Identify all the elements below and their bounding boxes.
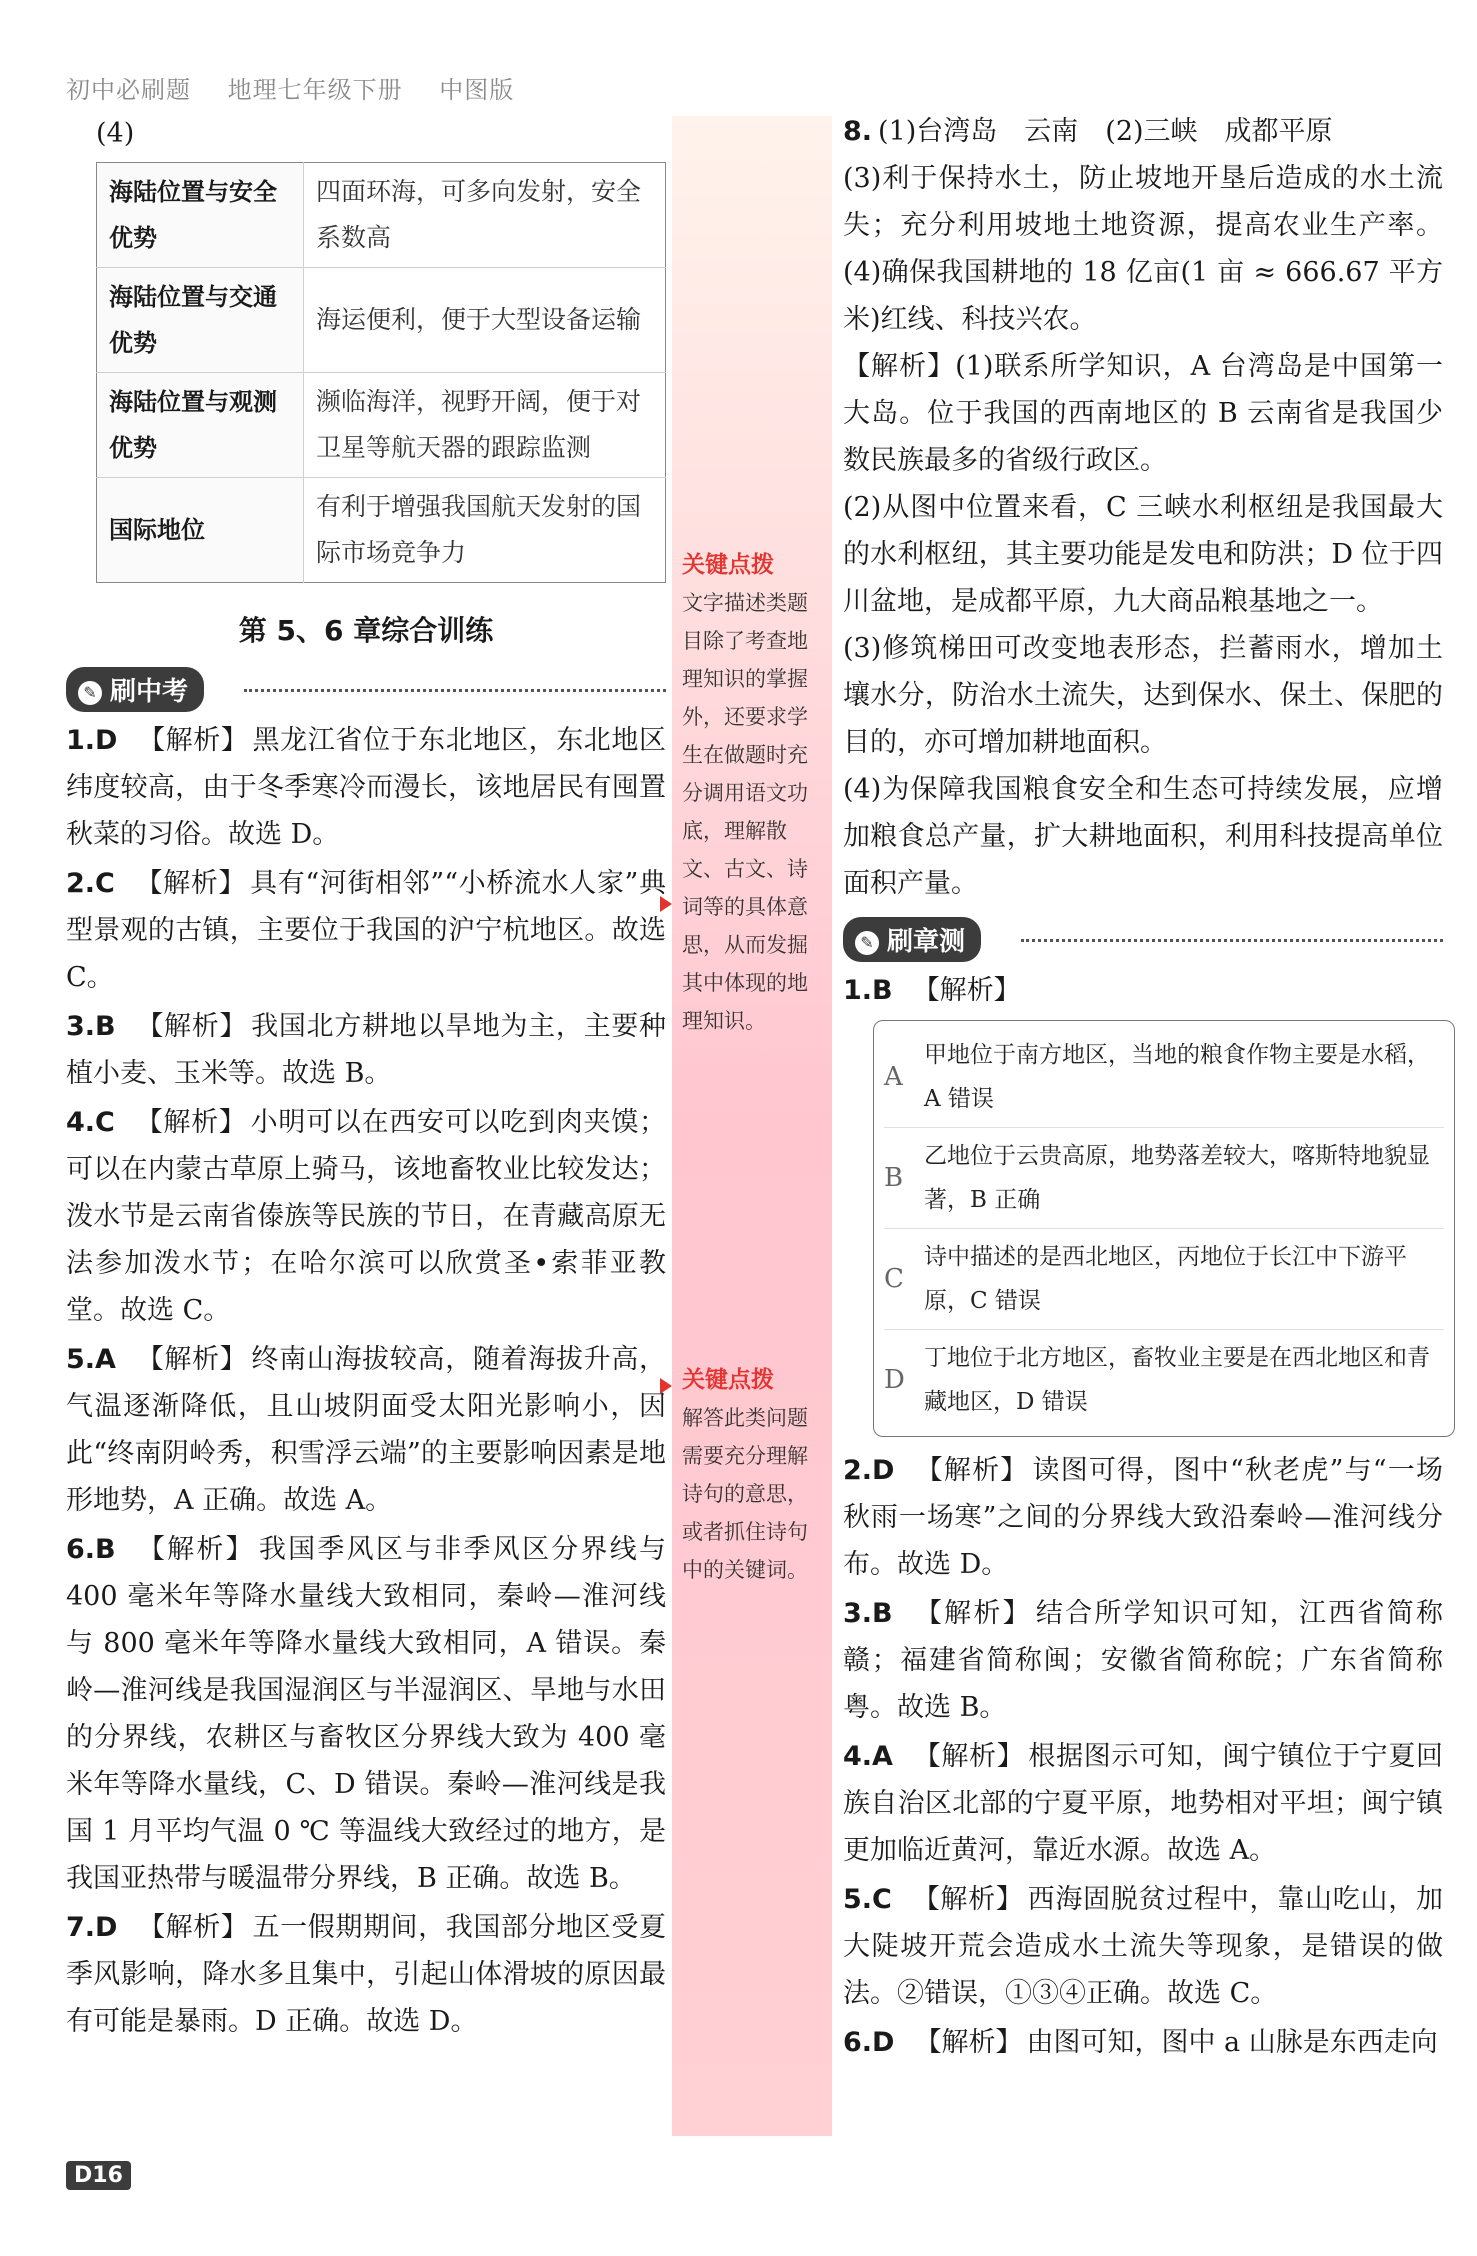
answer-text: 根据图示可知，闽宁镇位于宁夏回族自治区北部的宁夏平原，地势相对平坦；闽宁镇更加临近黄河，靠近水源。故选 A。: [843, 1741, 1444, 1866]
table-key: 国际地位: [97, 478, 304, 583]
answer-text: 终南山海拔较高，随着海拔升高，气温逐渐降低，且山坡阴面受太阳光影响小，因此“终南阴岭秀，积雪浮云端”的主要影响因素是地形地势，A 正确。故选 A。: [66, 1344, 667, 1516]
chapter-badge-row: [843, 917, 1443, 967]
table-row: [97, 268, 666, 373]
answer-item: [843, 2019, 1443, 2066]
answer-number: 5.C: [843, 1884, 892, 1915]
a1-heading: [843, 967, 1443, 1014]
pointer-arrow-icon: [660, 896, 672, 912]
analysis-tag: 【解析】: [911, 1884, 1024, 1915]
table-value: 四面环海，可多向发射，安全系数高: [316, 177, 642, 252]
answer-text: 小明可以在西安可以吃到肉夹馍；可以在内蒙古草原上骑马，该地畜牧业比较发达；泼水节是云南省傣族等民族的节日，在青藏高原无法参加泼水节；在哈尔滨可以欣赏圣•索菲亚教堂。故选 C。: [66, 1107, 667, 1326]
analysis-tag: 【解析】: [135, 1534, 255, 1565]
right-answer-list: [843, 1447, 1443, 2066]
option-row: [884, 1228, 1444, 1329]
option-row: [884, 1329, 1444, 1430]
option-letter: C: [884, 1264, 904, 1294]
option-text: 甲地位于南方地区，当地的粮食作物主要是水稻，A 错误: [924, 1042, 1430, 1112]
section-title: 第 5、6 章综合训练: [238, 614, 494, 647]
answer-item: [843, 1590, 1443, 1731]
option-letter: B: [884, 1163, 904, 1193]
note-text: 解答此类问题需要充分理解诗句的意思，或者抓住诗句中的关键词。: [682, 1406, 808, 1582]
dotted-divider: [1021, 939, 1443, 942]
answer-text: 五一假期期间，我国部分地区受夏季风影响，降水多且集中，引起山体滑坡的原因最有可能是暴雨。D 正确。故选 D。: [66, 1912, 667, 2037]
answer-text: 由图可知，图中 a 山脉是东西走向: [1026, 2027, 1438, 2058]
answer-text: 黑龙江省位于东北地区，东北地区纬度较高，由于冬季寒冷而漫长，该地居民有囤置秋菜的习俗。故选 D。: [66, 725, 667, 850]
analysis-tag: 【解析】: [134, 1107, 247, 1138]
key-point-note: [682, 1361, 822, 1589]
answer-item: [843, 1876, 1443, 2017]
chapter-badge-label: 刷章测: [887, 927, 966, 957]
table-value: 濒临海洋，视野开阔，便于对卫星等航天器的跟踪监测: [304, 373, 666, 478]
q8-answer-text: (1)台湾岛 云南 (2)三峡 成都平原: [878, 116, 1333, 147]
answer-number: 4.A: [843, 1741, 893, 1772]
answer-item: [66, 1526, 666, 1902]
answer-number: 2.D: [843, 1455, 895, 1486]
note-text: 文字描述类题目除了考查地理知识的掌握外，还要求学生在做题时充分调用语文功底，理解散文、古文、诗词等的具体意思，从而发掘其中体现的地理知识。: [682, 591, 808, 1033]
answer-item: [66, 1336, 666, 1524]
answer-text: 结合所学知识可知，江西省简称赣；福建省简称闽；安徽省简称皖；广东省简称粤。故选 B。: [843, 1598, 1444, 1723]
exam-badge: [66, 667, 204, 712]
answer-text: 读图可得，图中“秋老虎”与“一场秋雨一场寒”之间的分界线大致沿秦岭—淮河线分布。故选 D。: [843, 1455, 1443, 1580]
q8-analysis: (4)为保障我国粮食安全和生态可持续发展，应增加粮食总产量，扩大耕地面积，利用科技提高单位面积产量。: [843, 774, 1443, 899]
answer-text: 我国季风区与非季风区分界线与 400 毫米年等降水量线大致相同，秦岭—淮河线与 800 毫米年等降水量线大致相同，A 错误。秦岭—淮河线是我国湿润区与半湿润区、旱地与水田的分界线，农耕区与畜牧区分界线大致为 400 毫米年等降水量线，C、D 错误。秦岭—淮河线是我国 1 月平均气温 0 ℃ 等温线大致经过的地方，是我国亚热带与暖温带分界线，B 正确。故选 B。: [66, 1534, 667, 1894]
table-key: 海陆位置与交通优势: [97, 268, 304, 373]
answer-text: 我国北方耕地以旱地为主，主要种植小麦、玉米等。故选 B。: [66, 1011, 666, 1089]
answer-text: 西海固脱贫过程中，靠山吃山，加大陡坡开荒会造成水土流失等现象，是错误的做法。②错误，①③④正确。故选 C。: [843, 1884, 1444, 2009]
header-edition: 中图版: [439, 76, 515, 104]
q8-line: (3)利于保持水土，防止坡地开垦后造成的水土流失；充分利用坡地土地资源，提高农业生产率。(4)确保我国耕地的 18 亿亩(1 亩 ≈ 666.67 平方米)红线、科技兴农。: [843, 163, 1443, 335]
left-answer-list: [66, 717, 666, 2045]
q8-analysis: (3)修筑梯田可改变地表形态，拦蓄雨水，增加土壤水分，防治水土流失，达到保水、保土、保肥的目的，亦可增加耕地面积。: [843, 633, 1443, 758]
chapter-badge: [843, 917, 981, 962]
answer-item: [66, 860, 666, 1001]
option-row: [884, 1027, 1444, 1127]
answer-number: 6.D: [843, 2027, 895, 2058]
analysis-tag: 【解析】: [912, 975, 1021, 1006]
pencil-icon: ✎: [78, 681, 102, 705]
answer-item: [843, 1733, 1443, 1874]
exam-badge-label: 刷中考: [110, 677, 189, 707]
sub-question-label: (4): [96, 118, 135, 149]
option-text: 丁地位于北方地区，畜牧业主要是在西北地区和青藏地区，D 错误: [924, 1345, 1430, 1415]
analysis-tag: 【解析】: [137, 725, 249, 756]
answer-item: [66, 1099, 666, 1334]
q8-line: [843, 108, 1443, 155]
notes-column: [672, 116, 832, 2136]
option-text: 诗中描述的是西北地区，丙地位于长江中下游平原，C 错误: [924, 1244, 1407, 1314]
option-letter: D: [884, 1365, 905, 1395]
option-analysis-box: [873, 1020, 1455, 1437]
answer-number: 7.D: [66, 1912, 118, 1943]
answer-number: 2.C: [66, 868, 115, 899]
dotted-divider: [244, 689, 666, 692]
answer-number: 1.D: [66, 725, 118, 756]
answer-number: 1.B: [843, 975, 893, 1006]
answer-number: 5.A: [66, 1344, 116, 1375]
exam-badge-row: [66, 667, 666, 717]
header-subject: 地理七年级下册: [227, 76, 403, 104]
right-column: [843, 108, 1443, 2068]
answer-number: 3.B: [66, 1011, 116, 1042]
analysis-tag: 【解析】: [135, 1344, 248, 1375]
analysis-tag: 【解析】: [914, 2027, 1023, 2058]
answer-item: [843, 1447, 1443, 1588]
page-number: D16: [66, 2161, 131, 2190]
analysis-tag: 【解析】: [137, 1912, 249, 1943]
table-row: [97, 373, 666, 478]
answer-number: 4.C: [66, 1107, 115, 1138]
answer-text: 具有“河街相邻”“小桥流水人家”典型景观的古镇，主要位于我国的沪宁杭地区。故选 C。: [66, 868, 667, 993]
table-value: 海运便利，便于大型设备运输: [304, 268, 666, 373]
answer-number: 6.B: [66, 1534, 116, 1565]
analysis-tag: 【解析】: [135, 1011, 248, 1042]
page-header: [66, 70, 542, 105]
analysis-tag: 【解析】: [912, 1741, 1025, 1772]
advantage-table: [96, 162, 666, 583]
option-letter: A: [884, 1062, 903, 1092]
option-text: 乙地位于云贵高原，地势落差较大，喀斯特地貌显著，B 正确: [924, 1143, 1430, 1213]
table-row: [97, 163, 666, 268]
answer-item: [66, 1003, 666, 1097]
analysis-tag: 【解析】: [134, 868, 247, 899]
key-point-note: [682, 546, 822, 1040]
option-row: [884, 1127, 1444, 1228]
note-title: 关键点拨: [682, 1366, 774, 1393]
answer-item: [66, 717, 666, 858]
table-row: [97, 478, 666, 583]
q8-analysis: 【解析】(1)联系所学知识，A 台湾岛是中国第一大岛。位于我国的西南地区的 B 云南省是我国少数民族最多的省级行政区。: [843, 351, 1443, 476]
q8-analysis: (2)从图中位置来看，C 三峡水利枢纽是我国最大的水利枢纽，其主要功能是发电和防洪；D 位于四川盆地，是成都平原，九大商品粮基地之一。: [843, 492, 1443, 617]
q8-answer: [843, 108, 1443, 907]
analysis-tag: 【解析】: [914, 1455, 1029, 1486]
note-title: 关键点拨: [682, 551, 774, 578]
answer-item: [66, 1904, 666, 2045]
analysis-tag: 【解析】: [912, 1598, 1032, 1629]
answer-number: 8.: [843, 116, 873, 147]
table-key: 海陆位置与观测优势: [97, 373, 304, 478]
pointer-arrow-icon: [660, 1378, 672, 1394]
left-column: [66, 116, 666, 2047]
pencil-icon: ✎: [855, 931, 879, 955]
table-value: 有利于增强我国航天发射的国际市场竞争力: [304, 478, 666, 583]
answer-number: 3.B: [843, 1598, 893, 1629]
table-key: 海陆位置与安全优势: [97, 163, 304, 268]
header-series: 初中必刷题: [66, 76, 191, 104]
